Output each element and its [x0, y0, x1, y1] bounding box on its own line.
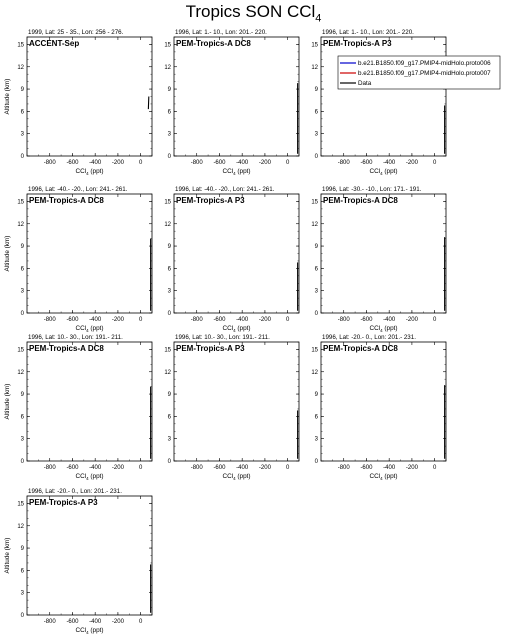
campaign-label: PEM-Tropics-A DC8	[323, 196, 398, 205]
x-axis-label-subscript: 4	[233, 328, 236, 333]
y-tick-label: 0	[167, 311, 171, 317]
x-tick-label: -600	[360, 160, 373, 166]
x-axis-label-main: CCl	[369, 473, 381, 480]
x-tick-label: -200	[111, 160, 124, 166]
x-tick-label: -400	[236, 465, 249, 471]
x-tick-label: -400	[89, 160, 102, 166]
campaign-label: PEM-Tropics-A DC8	[29, 344, 104, 353]
x-axis-label	[75, 473, 103, 481]
x-tick-label: -400	[89, 465, 102, 471]
y-tick-label: 9	[167, 392, 171, 399]
x-axis-label-unit: (ppt)	[382, 168, 398, 175]
y-tick-label: 3	[314, 436, 318, 443]
x-axis-label-unit: (ppt)	[88, 627, 104, 634]
y-tick-label: 15	[17, 199, 24, 206]
y-tick-label: 15	[17, 347, 24, 354]
panel-title: 1996, Lat: -20.- 0., Lon: 201.- 231.	[28, 488, 122, 495]
campaign-label: PEM-Tropics-A P3	[176, 196, 245, 205]
y-tick-label: 6	[20, 414, 24, 421]
x-tick-label: -800	[43, 160, 56, 166]
x-tick-label: -800	[190, 465, 203, 471]
x-axis-label-subscript: 4	[380, 328, 383, 333]
y-tick-label: 6	[20, 109, 24, 116]
y-tick-label: 0	[314, 154, 318, 160]
campaign-label: ACCENT-Sep	[29, 39, 80, 48]
legend-label: Data	[358, 80, 372, 88]
y-tick-label: 12	[164, 369, 171, 376]
campaign-label: PEM-Tropics-A P3	[323, 39, 392, 48]
panel-title: 1999, Lat: 25 - 35., Lon: 256 - 276.	[28, 29, 124, 36]
y-tick-label: 12	[311, 221, 318, 228]
x-axis-label-subscript: 4	[86, 630, 89, 635]
panel-title: 1996, Lat: -40.- -20., Lon: 241.- 261.	[28, 186, 128, 193]
x-tick-label: -400	[383, 160, 396, 166]
panel-title: 1996, Lat: -30.- -10., Lon: 171.- 191.	[322, 186, 422, 193]
x-tick-label: -800	[43, 317, 56, 323]
x-tick-label: -600	[213, 160, 226, 166]
x-axis-label-unit: (ppt)	[382, 473, 398, 480]
x-tick-label: -600	[66, 317, 79, 323]
x-axis-label-unit: (ppt)	[235, 473, 251, 480]
x-axis-label	[222, 325, 250, 333]
y-tick-label: 12	[17, 523, 24, 530]
x-axis-label-main: CCl	[222, 473, 234, 480]
y-tick-label: 12	[17, 64, 24, 71]
plot-frame	[27, 37, 152, 156]
panel-title: 1996, Lat: 10.- 30., Lon: 191.- 211.	[175, 334, 270, 341]
x-axis-label-subscript: 4	[380, 476, 383, 481]
legend-label: b.e21.B1850.f09_g17.PMIP4-midHolo.proto007	[358, 70, 491, 78]
y-tick-label: 9	[167, 87, 171, 94]
y-tick-label: 0	[20, 613, 24, 619]
x-axis-label-subscript: 4	[380, 171, 383, 176]
x-axis-label-unit: (ppt)	[235, 325, 251, 332]
x-tick-label: -600	[66, 160, 79, 166]
chart-panel	[4, 334, 152, 481]
panel-title: 1996, Lat: 1.- 10., Lon: 201.- 220.	[175, 29, 267, 36]
y-tick-label: 0	[20, 311, 24, 317]
plot-frame	[321, 342, 446, 461]
y-tick-label: 6	[314, 109, 318, 116]
x-axis-label-main: CCl	[222, 325, 234, 332]
y-axis-label: Altitude (km)	[4, 383, 11, 420]
x-tick-label: -400	[236, 160, 249, 166]
panel-title: 1996, Lat: 1.- 10., Lon: 201.- 220.	[322, 29, 414, 36]
x-tick-label: 0	[138, 160, 143, 166]
x-axis-label	[369, 473, 397, 481]
y-tick-label: 6	[314, 414, 318, 421]
panel-title: 1996, Lat: -40.- -20., Lon: 241.- 261.	[175, 186, 275, 193]
chart-panel	[4, 186, 152, 333]
x-tick-label: -600	[360, 465, 373, 471]
x-axis-label-main: CCl	[75, 168, 87, 175]
x-tick-label: -600	[360, 317, 373, 323]
x-tick-label: -400	[89, 619, 102, 625]
x-tick-label: -600	[213, 317, 226, 323]
y-axis-label: Altitude (km)	[4, 537, 11, 574]
y-tick-label: 15	[164, 347, 171, 354]
campaign-label: PEM-Tropics-A P3	[176, 344, 245, 353]
y-tick-label: 9	[314, 244, 318, 251]
panel-title: 1996, Lat: 10.- 30., Lon: 191.- 211.	[28, 334, 123, 341]
figure-title-main: Tropics SON CCl	[185, 2, 316, 21]
y-tick-label: 3	[20, 590, 24, 597]
x-tick-label: -200	[111, 619, 124, 625]
y-tick-label: 0	[314, 311, 318, 317]
x-axis-label	[75, 627, 103, 635]
y-tick-label: 15	[311, 199, 318, 206]
y-tick-label: 12	[17, 221, 24, 228]
chart-panel	[311, 186, 446, 333]
x-tick-label: -200	[258, 160, 271, 166]
x-axis-label-unit: (ppt)	[88, 168, 104, 175]
y-tick-label: 9	[20, 546, 24, 553]
x-tick-label: 0	[285, 160, 290, 166]
y-tick-label: 3	[314, 131, 318, 138]
y-tick-label: 0	[314, 459, 318, 465]
x-tick-label: -600	[66, 619, 79, 625]
x-tick-label: -200	[258, 465, 271, 471]
plot-frame	[174, 37, 299, 156]
y-axis-label: Altitude (km)	[4, 78, 11, 115]
panel-title: 1996, Lat: -20.- 0., Lon: 201.- 231.	[322, 334, 416, 341]
y-tick-label: 6	[314, 266, 318, 273]
y-tick-label: 12	[164, 221, 171, 228]
y-tick-label: 9	[314, 87, 318, 94]
y-tick-label: 0	[20, 459, 24, 465]
x-tick-label: -800	[337, 465, 350, 471]
x-tick-label: 0	[432, 160, 437, 166]
y-tick-label: 12	[311, 64, 318, 71]
y-axis-label: Altitude (km)	[4, 235, 11, 272]
y-tick-label: 3	[167, 131, 171, 138]
y-tick-label: 15	[311, 347, 318, 354]
chart-panel	[311, 29, 446, 176]
x-tick-label: -200	[111, 317, 124, 323]
x-tick-label: 0	[138, 317, 143, 323]
y-tick-label: 9	[314, 392, 318, 399]
x-tick-label: -400	[89, 317, 102, 323]
x-tick-label: -600	[66, 465, 79, 471]
x-tick-label: -400	[383, 317, 396, 323]
y-tick-label: 3	[20, 288, 24, 295]
x-tick-label: -200	[405, 465, 418, 471]
chart-panel	[164, 186, 299, 333]
x-axis-label	[222, 473, 250, 481]
y-tick-label: 9	[20, 392, 24, 399]
y-tick-label: 6	[167, 109, 171, 116]
x-axis-label	[75, 168, 103, 176]
campaign-label: PEM-Tropics-A DC8	[176, 39, 251, 48]
x-axis-label-main: CCl	[222, 168, 234, 175]
legend	[338, 56, 500, 89]
y-tick-label: 15	[17, 42, 24, 49]
x-tick-label: -800	[43, 619, 56, 625]
x-axis-label-unit: (ppt)	[88, 325, 104, 332]
y-tick-label: 0	[167, 459, 171, 465]
y-tick-label: 3	[167, 288, 171, 295]
x-axis-label-main: CCl	[75, 473, 87, 480]
y-tick-label: 9	[20, 244, 24, 251]
x-tick-label: -200	[258, 317, 271, 323]
y-tick-label: 12	[311, 369, 318, 376]
chart-panel	[311, 334, 446, 481]
y-tick-label: 3	[20, 131, 24, 138]
y-tick-label: 15	[164, 42, 171, 49]
x-tick-label: 0	[138, 619, 143, 625]
x-tick-label: -800	[337, 317, 350, 323]
chart-panel	[164, 29, 299, 176]
y-tick-label: 3	[167, 436, 171, 443]
x-axis-label-subscript: 4	[233, 171, 236, 176]
plot-frame	[321, 37, 446, 156]
y-tick-label: 15	[311, 42, 318, 49]
x-axis-label-subscript: 4	[86, 476, 89, 481]
x-tick-label: -600	[213, 465, 226, 471]
y-tick-label: 15	[17, 501, 24, 508]
x-axis-label-main: CCl	[75, 325, 87, 332]
y-tick-label: 3	[20, 436, 24, 443]
y-tick-label: 12	[17, 369, 24, 376]
figure-title-subscript: 4	[315, 12, 322, 25]
y-tick-label: 9	[167, 244, 171, 251]
x-tick-label: -200	[111, 465, 124, 471]
y-tick-label: 0	[167, 154, 171, 160]
x-axis-label-unit: (ppt)	[88, 473, 104, 480]
x-axis-label	[369, 168, 397, 176]
x-axis-label	[369, 325, 397, 333]
x-axis-label	[75, 325, 103, 333]
x-axis-label-main: CCl	[369, 168, 381, 175]
chart-panel	[4, 29, 152, 176]
x-tick-label: -400	[236, 317, 249, 323]
x-tick-label: -200	[405, 160, 418, 166]
x-tick-label: 0	[432, 465, 437, 471]
y-tick-label: 6	[20, 568, 24, 575]
plot-frame	[174, 342, 299, 461]
x-axis-label-subscript: 4	[233, 476, 236, 481]
y-tick-label: 6	[20, 266, 24, 273]
y-tick-label: 6	[167, 266, 171, 273]
campaign-label: PEM-Tropics-A DC8	[29, 196, 104, 205]
y-tick-label: 15	[164, 199, 171, 206]
x-tick-label: -400	[383, 465, 396, 471]
x-tick-label: 0	[285, 465, 290, 471]
x-axis-label-unit: (ppt)	[235, 168, 251, 175]
legend-label: b.e21.B1850.f09_g17.PMIP4-midHolo.proto006	[358, 60, 491, 68]
x-tick-label: -800	[43, 465, 56, 471]
y-tick-label: 0	[20, 154, 24, 160]
plot-frame	[27, 342, 152, 461]
plot-frame	[27, 194, 152, 313]
x-tick-label: -200	[405, 317, 418, 323]
x-tick-label: 0	[138, 465, 143, 471]
chart-panel	[164, 334, 299, 481]
campaign-label: PEM-Tropics-A P3	[29, 498, 98, 507]
x-axis-label	[222, 168, 250, 176]
x-tick-label: 0	[285, 317, 290, 323]
x-axis-label-subscript: 4	[86, 171, 89, 176]
y-tick-label: 3	[314, 288, 318, 295]
x-tick-label: 0	[432, 317, 437, 323]
x-tick-label: -800	[190, 317, 203, 323]
y-tick-label: 9	[20, 87, 24, 94]
x-axis-label-main: CCl	[75, 627, 87, 634]
x-axis-label-unit: (ppt)	[382, 325, 398, 332]
x-axis-label-main: CCl	[369, 325, 381, 332]
plot-frame	[27, 496, 152, 615]
y-tick-label: 12	[164, 64, 171, 71]
chart-panel	[4, 488, 152, 635]
x-tick-label: -800	[337, 160, 350, 166]
x-axis-label-subscript: 4	[86, 328, 89, 333]
campaign-label: PEM-Tropics-A DC8	[323, 344, 398, 353]
y-tick-label: 6	[167, 414, 171, 421]
plot-frame	[321, 194, 446, 313]
plot-frame	[174, 194, 299, 313]
x-tick-label: -800	[190, 160, 203, 166]
